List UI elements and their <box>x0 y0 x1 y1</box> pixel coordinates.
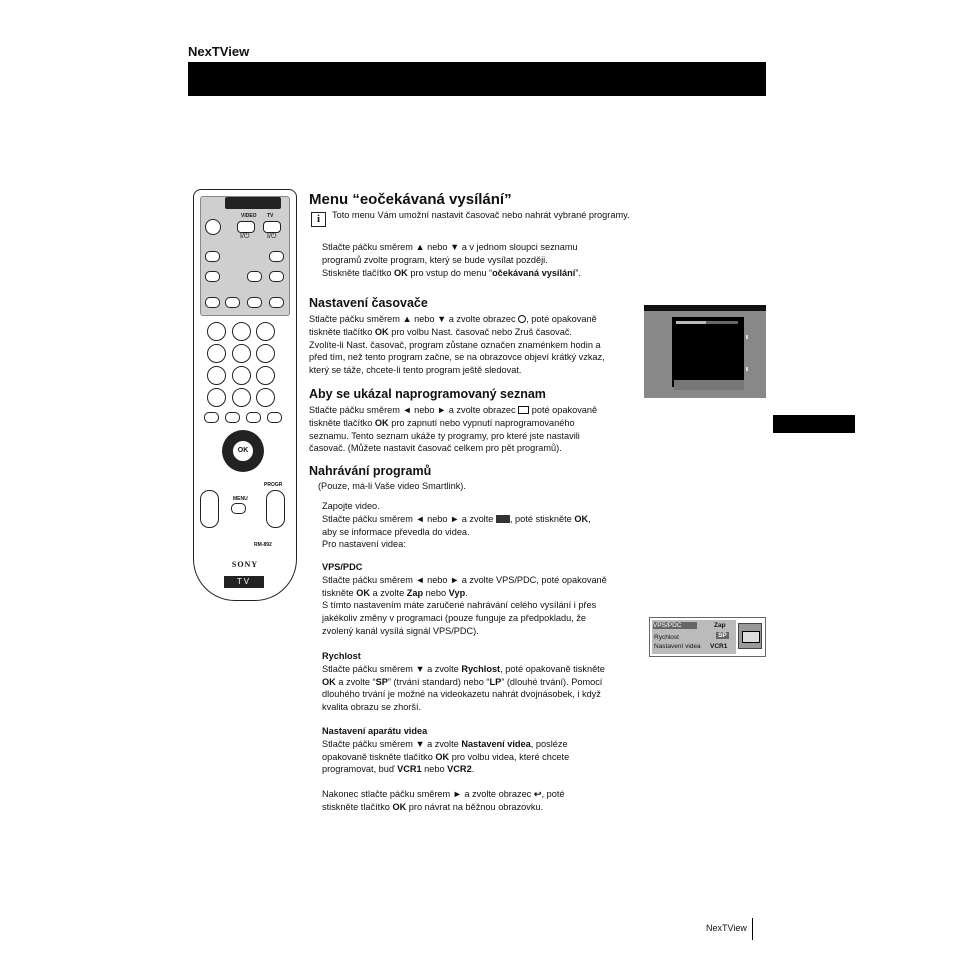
record-heading: Nahrávání programů <box>309 464 432 478</box>
number-button <box>256 344 275 363</box>
vps-pdc-label: VPS/PDC <box>653 622 697 629</box>
remote-top-panel <box>200 196 290 316</box>
number-button <box>207 322 226 341</box>
programme-rocker <box>266 490 285 528</box>
remote-button <box>269 297 284 308</box>
list-text: Stlačte páčku směrem ◄ nebo ► a zvolte obrazec poté opakovaně tiskněte tlačítko OK pro zapnutí nebo vypnutí naprogramovaného seznamu. Tento seznam ukáže ty programy, pro které jste nastavili časovač. (Můžete nastavit časovač celkem pro pět programů). <box>309 405 598 454</box>
remote-control-illustration <box>193 189 297 601</box>
number-button <box>232 388 251 407</box>
video-label: VIDEO <box>241 213 257 219</box>
footer-divider <box>752 918 753 940</box>
list-heading: Aby se ukázal naprogramovaný seznam <box>309 387 546 401</box>
function-button <box>267 412 282 423</box>
vps-pdc-value: Zap <box>714 622 726 629</box>
volume-rocker <box>200 490 219 528</box>
vcr-setting-label: Nastavení videa <box>654 643 701 650</box>
side-tab <box>773 415 855 433</box>
vcr-settings-panel <box>649 617 766 657</box>
remote-button <box>247 297 262 308</box>
screenshot-screen <box>672 317 744 387</box>
remote-ir-window <box>225 197 281 209</box>
speed-label: Rychlost <box>654 634 679 641</box>
remote-button <box>225 297 240 308</box>
screenshot-tick <box>746 335 748 339</box>
tv-label: TV <box>267 213 274 219</box>
vcr-icon <box>496 515 510 523</box>
list-icon <box>518 406 529 414</box>
intro-text: Toto menu Vám umožní nastavit časovač nebo nahrát vybrané programy. <box>332 210 630 220</box>
number-button <box>207 366 226 385</box>
function-button <box>246 412 261 423</box>
clock-icon <box>518 315 526 323</box>
step1-text: Stlačte páčku směrem ▲ nebo ▼ a v jednom sloupci seznamu programů zvolte program, který se bude vysílat později. Stiskněte tlačítko OK pro vstup do menu “očekávaná vysílání”. <box>322 242 581 278</box>
timer-heading: Nastavení časovače <box>309 296 428 310</box>
number-button <box>207 344 226 363</box>
tv-menu-screenshot <box>644 305 766 398</box>
sony-logo: SONY <box>231 560 259 569</box>
number-button <box>207 388 226 407</box>
cassette-icon <box>738 623 762 649</box>
vcr-setting-value: VCR1 <box>710 643 728 650</box>
ok-button: OK <box>232 440 254 462</box>
remote-button <box>269 251 284 262</box>
screenshot-icon-row <box>674 380 744 390</box>
return-icon: ↩ <box>533 789 542 799</box>
section-label: NexTView <box>188 44 250 59</box>
screenshot-top-stripe <box>644 305 766 311</box>
menu-button <box>231 503 246 514</box>
header-bar <box>188 62 766 96</box>
number-button <box>256 366 275 385</box>
model-label: RM-892 <box>254 542 272 548</box>
screenshot-highlight-bar <box>676 321 706 324</box>
screenshot-bar <box>706 321 738 324</box>
footer-label: NexTView <box>706 923 747 933</box>
speed-value: SP <box>718 632 727 639</box>
progr-label: PROGR <box>264 482 283 488</box>
record-steps: Zapojte video. Stlačte páčku směrem ◄ nebo ► a zvolte , poté stiskněte OK, aby se informace převedla do videa. Pro nastavení videa: <box>322 501 591 550</box>
tv-logo: TV <box>224 576 264 588</box>
function-button <box>204 412 219 423</box>
vcr-settings-block: Nastavení aparátu videa Stlačte páčku směrem ▼ a zvolte Nastavení videa, posléze opakovaně tiskněte tlačítko OK pro volbu videa, které chcete programovat, buď VCR1 nebo VCR2. <box>322 726 570 775</box>
tv-power-button <box>263 221 281 233</box>
remote-button <box>269 271 284 282</box>
info-icon: i <box>311 212 326 227</box>
number-button <box>232 366 251 385</box>
speed-block: Rychlost Stlačte páčku směrem ▼ a zvolte Rychlost, poté opakovaně tiskněte OK a zvolte “SP” (trvání standard) nebo “LP” (dlouhé trvání). Pomocí dlouhého trvání je možné na videokazetu nahrát dvojnásobek, i když kvalita obrazu se zhorší. <box>322 651 605 713</box>
number-button <box>232 322 251 341</box>
number-button <box>232 344 251 363</box>
video-power-button <box>237 221 255 233</box>
vps-block: VPS/PDC Stlačte páčku směrem ◄ nebo ► a zvolte VPS/PDC, poté opakovaně tiskněte OK a zvolte Zap nebo Vyp. S tímto nastavením máte zaručené nahrávání celého vysílání i přes jakékoliv změny v programaci (pouze funguje za předpokladu, že zvolený kanál vysílá signál VPS/PDC). <box>322 562 607 636</box>
remote-button <box>205 297 220 308</box>
function-button <box>225 412 240 423</box>
record-note: (Pouze, má-li Vaše video Smartlink). <box>318 481 466 491</box>
menu-label: MENU <box>233 496 248 502</box>
mute-button <box>205 219 221 235</box>
number-button <box>256 388 275 407</box>
final-step: Nakonec stlačte páčku směrem ► a zvolte obrazec ↩, poté stiskněte tlačítko OK pro návrat na běžnou obrazovku. <box>322 789 565 812</box>
timer-text: Stlačte páčku směrem ▲ nebo ▼ a zvolte obrazec , poté opakovaně tiskněte tlačítko OK pro volbu Nast. časovač nebo Zruš časovač. Zvolíte-li Nast. časovač, program zůstane označen znaménkem hodin a před tím, než tento program začne, se na obrazovce objeví krátký vzkaz, který se táže, chcete-li tento program ještě sledovat. <box>309 314 605 376</box>
power-glyph-tv: I/⏻ <box>267 233 277 240</box>
joystick <box>222 430 264 472</box>
remote-button <box>247 271 262 282</box>
power-glyph-video: I/⏻ <box>240 233 250 240</box>
page-title: Menu “eočekávaná vysílání” <box>309 191 512 208</box>
number-button <box>256 322 275 341</box>
remote-button <box>205 271 220 282</box>
screenshot-tick <box>746 367 748 371</box>
remote-button <box>205 251 220 262</box>
